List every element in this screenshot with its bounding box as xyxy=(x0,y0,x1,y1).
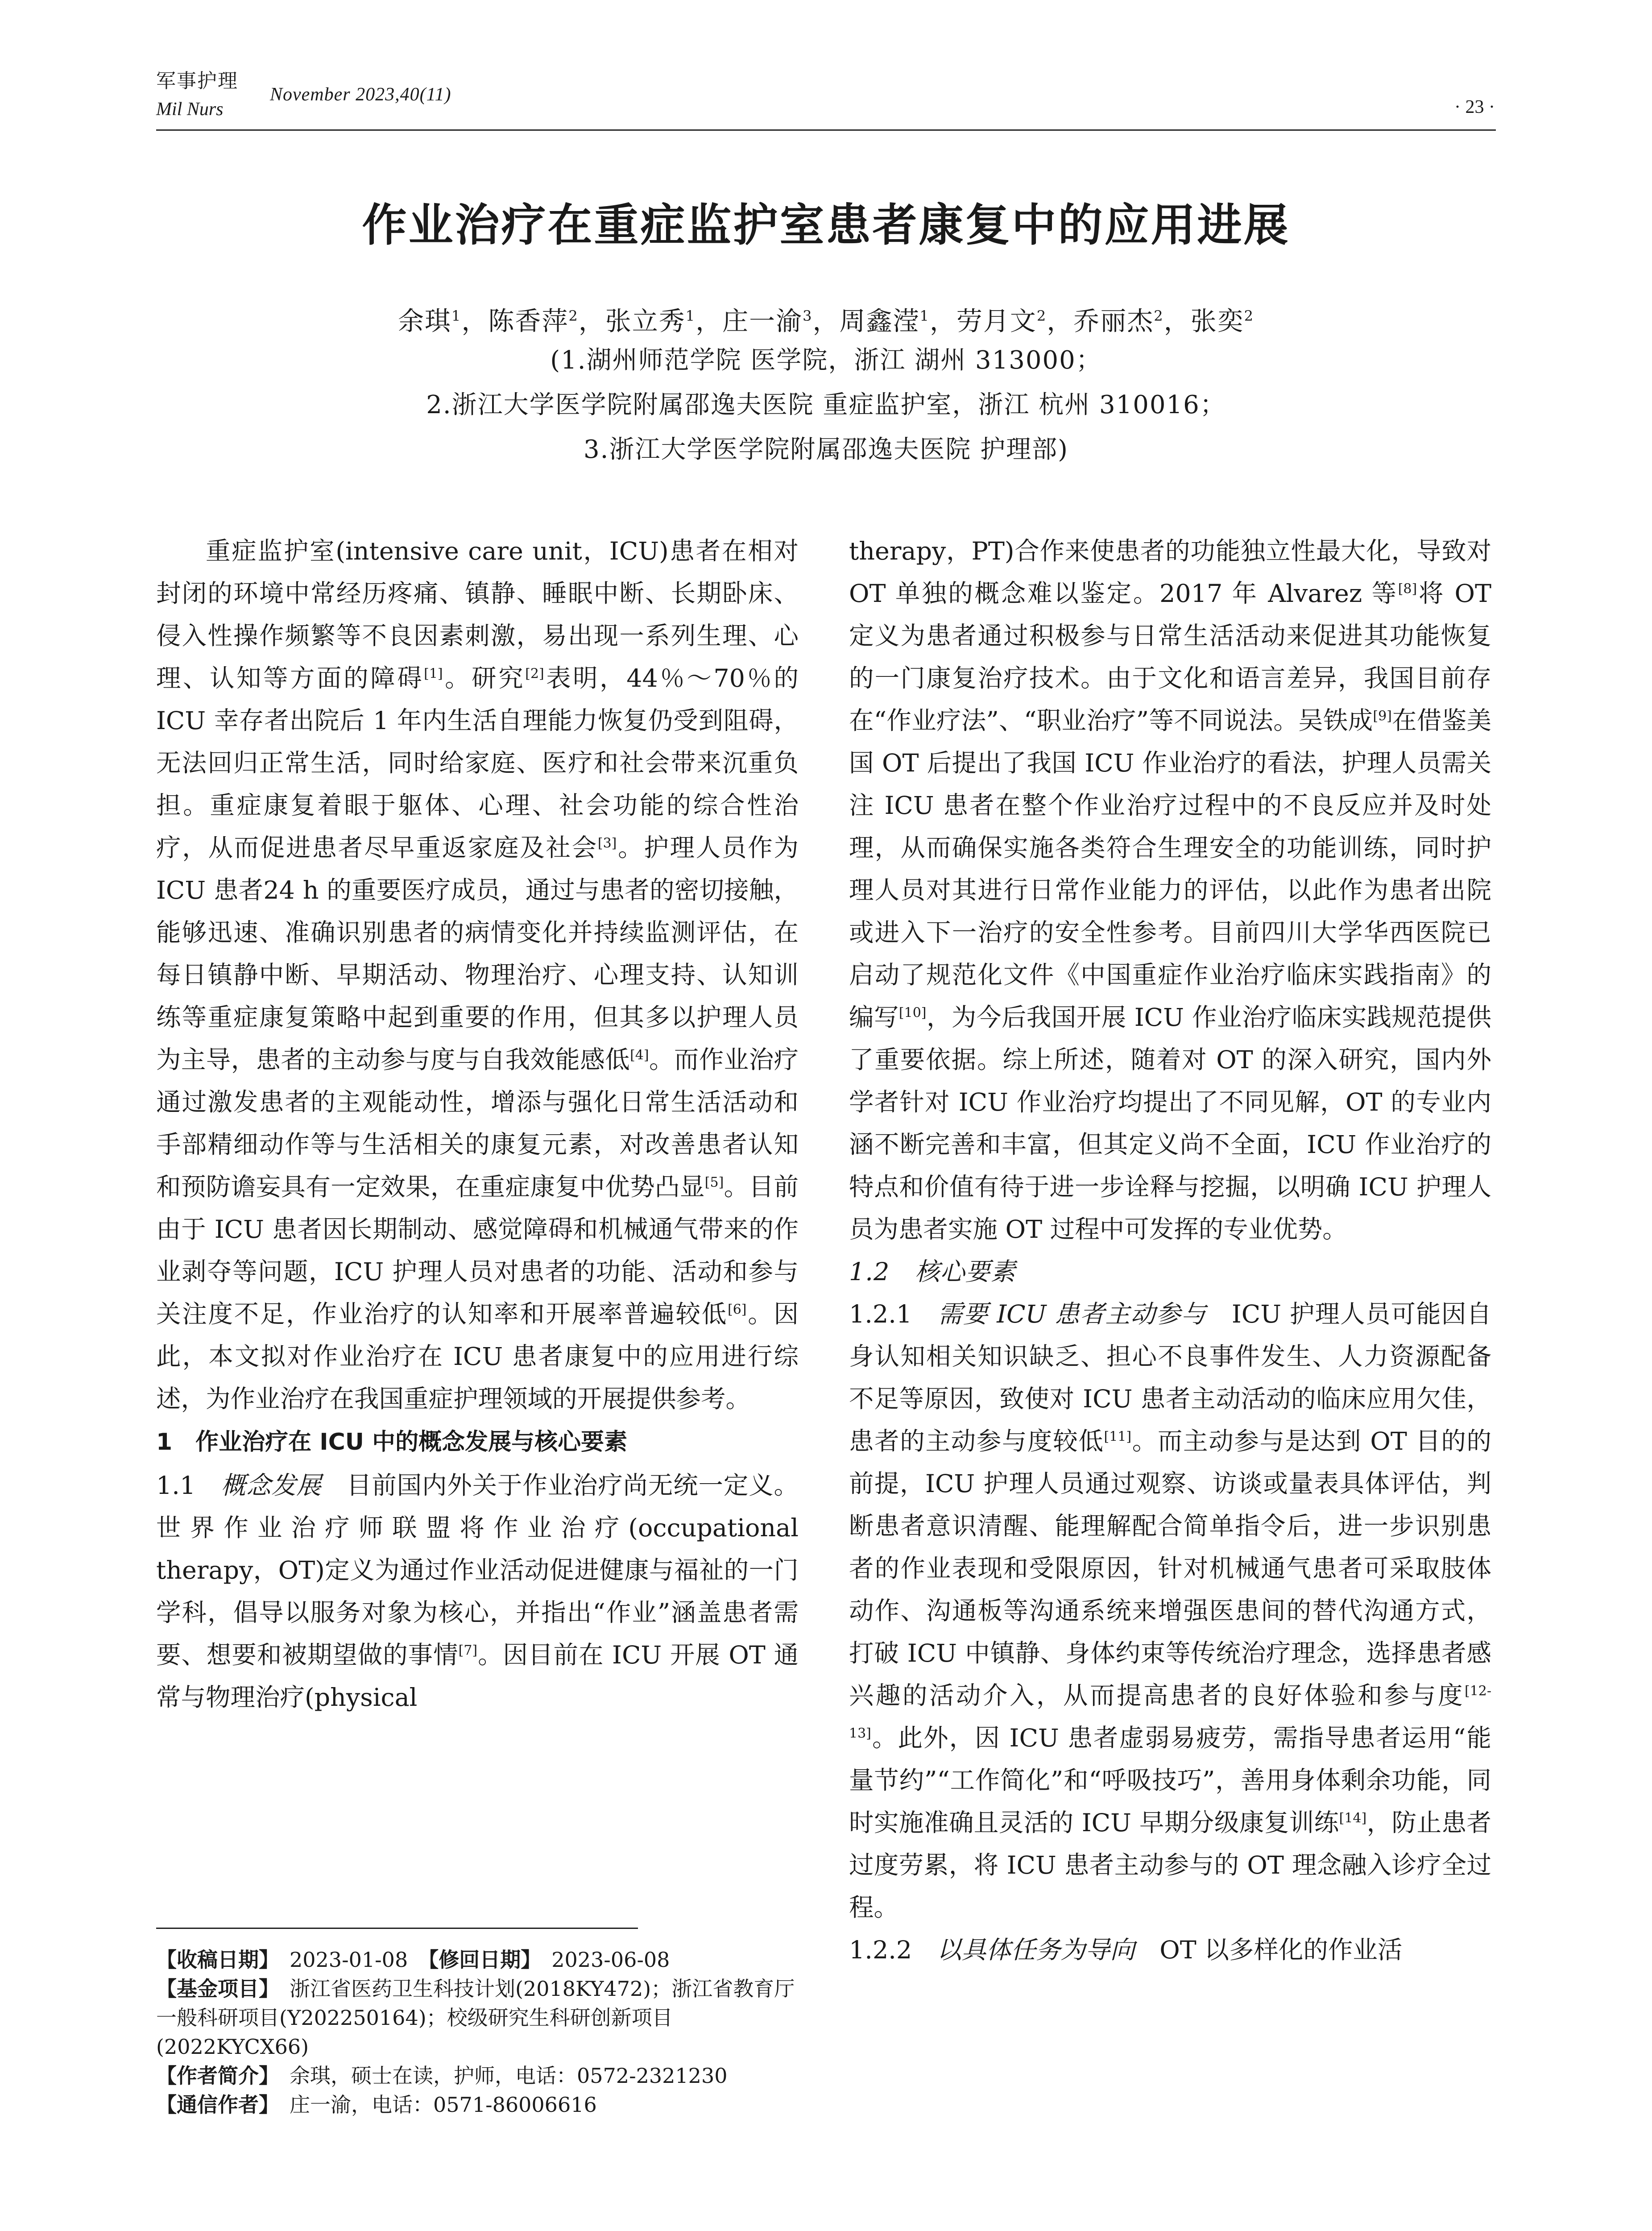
author-affil-mark: 2 xyxy=(1036,307,1047,324)
text-run: 。而作业治疗通过激发患者的主观能动性，增添与强化日常生活活动和手部精细动作等与生活相关的康复元素，对改善患者认知和预防谵妄具有一定效果，在重症康复中优势凸显 xyxy=(156,1045,799,1202)
text-run: 。此外，因 ICU 患者虚弱易疲劳，需指导患者运用“能量节约”“工作简化”和“呼吸技巧”，善用身体剩余功能，同时实施准确且灵活的 ICU 早期分级康复训练 xyxy=(849,1724,1491,1837)
author: ，陈香萍 xyxy=(461,306,569,336)
footnotes xyxy=(156,1945,799,2119)
text-run: 重症监护室(intensive care unit，ICU)患者在相对封闭的环境中常经历疼痛、镇静、睡眠中断、长期卧床、侵入性操作频繁等不良因素刺激，易出现一系列生理、心理、认知等方面的障碍 xyxy=(156,537,799,693)
citation: [11] xyxy=(1104,1429,1132,1445)
subsection-heading: 1.2 核心要素 xyxy=(849,1257,1016,1286)
right-column xyxy=(849,530,1491,1971)
footnote-rule xyxy=(156,1928,638,1929)
author-affil-mark: 2 xyxy=(568,307,579,324)
subsection-number: 1.2.1 xyxy=(849,1300,938,1329)
text-run: OT 以多样化的作业活 xyxy=(1134,1936,1403,1965)
text-run: 表明，44％～70％的 ICU 幸存者出院后 1 年内生活自理能力恢复仍受到阻碍，无法回归正常生活，同时给家庭、医疗和社会带来沉重负担。重症康复着眼于躯体、心理、社会功能的综合性治疗，从而促进患者尽早重返家庭及社会 xyxy=(156,664,799,863)
author-affil-mark: 2 xyxy=(1154,307,1164,324)
affiliation-line: 2.浙江大学医学院附属邵逸夫医院 重症监护室，浙江 杭州 310016； xyxy=(426,390,1226,419)
subsection-title: 以具体任务为导向 xyxy=(936,1936,1135,1965)
subsection-number: 1.1 xyxy=(156,1471,221,1500)
paragraph xyxy=(849,530,1491,1251)
footnote-value: 庄一渝，电话：0571-86006616 xyxy=(269,2093,597,2117)
text-run: therapy，PT)合作来使患者的功能独立性最大化，导致对 OT 单独的概念难以鉴定。2017 年 Alvarez 等 xyxy=(849,537,1491,608)
author: ，乔丽杰 xyxy=(1047,306,1154,336)
author-affil-mark: 1 xyxy=(451,307,462,324)
author: ，庄一渝 xyxy=(696,306,803,336)
journal-title-en: Mil Nurs xyxy=(156,99,224,120)
text-run: 目前国内外关于作业治疗尚无统一定义。世界作业治疗师联盟将作业治疗(occupational therapy，OT)定义为通过作业活动促进健康与福祉的一门学科，倡导以服务对象为核心，并指出“作业”涵盖患者需要、想要和被期望做的事情 xyxy=(156,1471,799,1670)
citation: [1] xyxy=(424,666,443,682)
author-affil-mark: 3 xyxy=(803,307,813,324)
intro-paragraph xyxy=(156,530,799,1420)
text-run: 将 OT 定义为患者通过积极参与日常生活活动来促进其功能恢复的一门康复治疗技术。由于文化和语言差异，我国目前存在“作业疗法”、“职业治疗”等不同说法。吴铁成 xyxy=(849,579,1491,735)
author-affil-mark: 1 xyxy=(685,307,696,324)
footnote-key: 【作者简介】 xyxy=(156,2064,269,2088)
citation: [8] xyxy=(1398,581,1417,597)
text-run: ，防止患者过度劳累，将 ICU 患者主动参与的 OT 理念融入诊疗全过程。 xyxy=(849,1808,1491,1922)
subsubsection-paragraph xyxy=(849,1293,1491,1929)
text-run: 。而主动参与是达到 OT 目的的前提，ICU 护理人员通过观察、访谈或量表具体评估，判断患者意识清醒、能理解配合简单指令后，进一步识别患者的作业表现和受限原因，针对机械通气患者可采取肢体动作、沟通板等沟通系统来增强医患间的替代沟通方式，打破 ICU 中镇静、身体约束等传统治疗理念，选择患者感兴趣的活动介入，从而提高患者的良好体验和参与度 xyxy=(849,1427,1491,1710)
affiliation-line: 3.浙江大学医学院附属邵逸夫医院 护理部) xyxy=(583,435,1069,464)
citation: [10] xyxy=(898,1005,927,1021)
footnote-author xyxy=(156,2061,799,2090)
journal-title-cn: 军事护理 xyxy=(156,70,238,92)
citation: [9] xyxy=(1373,708,1392,724)
author: ，周鑫滢 xyxy=(812,306,920,336)
author-list xyxy=(156,294,1496,342)
footnote-key: 【收稿日期】 xyxy=(156,1948,269,1972)
affiliation-line: (1.湖州师范学院 医学院，浙江 湖州 313000； xyxy=(550,346,1102,375)
subsection-paragraph xyxy=(156,1464,799,1719)
text-run: ，为今后我国开展 ICU 作业治疗临床实践规范提供了重要依据。综上所述，随着对 OT 的深入研究，国内外学者针对 ICU 作业治疗均提出了不同见解，OT 的专业内涵不断完善和丰富，但其定义尚不全面，ICU 作业治疗的特点和价值有待于进一步诠释与挖掘，以明确 ICU 护理人员为患者实施 OT 过程中可发挥的专业优势。 xyxy=(849,1003,1491,1244)
citation: [3] xyxy=(597,835,617,851)
footnote-corresponding xyxy=(156,2090,799,2119)
left-column xyxy=(156,530,799,1719)
article-title: 作业治疗在重症监护室患者康复中的应用进展 xyxy=(362,199,1290,251)
subsection-title: 需要 ICU 患者主动参与 xyxy=(938,1300,1207,1329)
header-rule xyxy=(156,129,1496,131)
text-run: 。因此，本文拟对作业治疗在 ICU 患者康复中的应用进行综述，为作业治疗在我国重症护理领域的开展提供参考。 xyxy=(156,1300,799,1414)
section-heading: 1 作业治疗在 ICU 中的概念发展与核心要素 xyxy=(156,1429,628,1456)
footnote-value: 浙江省医药卫生科技计划(2018KY472)；浙江省教育厅一般科研项目(Y202250164)；校级研究生科研创新项目(2022KYCX66) xyxy=(156,1977,795,2059)
citation: [6] xyxy=(728,1302,747,1318)
text-run: 。因目前在 ICU 开展 OT 通常与物理治疗(physical xyxy=(156,1641,799,1712)
citation: [7] xyxy=(458,1642,478,1659)
citation: [4] xyxy=(630,1047,649,1063)
footnote-value: 2023-01-08 xyxy=(269,1948,429,1972)
text-run: 。研究 xyxy=(443,664,526,693)
text-run: 在借鉴美国 OT 后提出了我国 ICU 作业治疗的看法，护理人员需关注 ICU 患者在整个作业治疗过程中的不良反应并及时处理，从而确保实施各类符合生理安全的功能训练，同时护理人员对其进行日常作业能力的评估，以此作为患者出院或进入下一治疗的安全性参考。目前四川大学华西医院已启动了规范化文件《中国重症作业治疗临床实践指南》的编写 xyxy=(849,706,1491,1032)
citation: [2] xyxy=(525,666,544,682)
page-number: · 23 · xyxy=(1454,97,1495,117)
footnote-key: 【修回日期】 xyxy=(428,1948,531,1972)
author-affil-mark: 2 xyxy=(1244,307,1254,324)
subsubsection-paragraph xyxy=(849,1929,1491,1971)
text-run: 。目前由于 ICU 患者因长期制动、感觉障碍和机械通气带来的作业剥夺等问题，ICU 护理人员对患者的功能、活动和参与关注度不足，作业治疗的认知率和开展率普遍较低 xyxy=(156,1173,799,1329)
author-affil-mark: 1 xyxy=(919,307,930,324)
citation: [12-13] xyxy=(849,1683,1491,1742)
subsection-number: 1.2.2 xyxy=(849,1936,937,1965)
footnote-value: 2023-06-08 xyxy=(531,1948,670,1972)
footnote-key: 【通信作者】 xyxy=(156,2093,269,2117)
text-run: ICU 护理人员可能因自身认知相关知识缺乏、担心不良事件发生、人力资源配备不足等原因，致使对 ICU 患者主动活动的临床应用欠佳，患者的主动参与度较低 xyxy=(849,1300,1491,1456)
author: 余琪 xyxy=(398,306,452,336)
text-run: 。护理人员作为 ICU 患者24 h 的重要医疗成员，通过与患者的密切接触，能够迅速、准确识别患者的病情变化并持续监测评估，在每日镇静中断、早期活动、物理治疗、心理支持、认知训练等重症康复策略中起到重要的作用，但其多以护理人员为主导，患者的主动参与度与自我效能感低 xyxy=(156,834,799,1074)
author: ，张立秀 xyxy=(578,306,686,336)
footnote-key: 【基金项目】 xyxy=(156,1977,269,2001)
subsection-title: 概念发展 xyxy=(221,1471,322,1500)
footnote-dates xyxy=(156,1945,799,1974)
journal-name xyxy=(156,67,238,123)
footnote-value: 余琪，硕士在读，护师，电话：0572-2321230 xyxy=(269,2064,728,2088)
author: ，张奕 xyxy=(1163,306,1244,336)
citation: [14] xyxy=(1339,1810,1367,1826)
footnote-fund xyxy=(156,1974,799,2061)
issue-info: November 2023,40(11) xyxy=(270,84,451,105)
author: ，劳月文 xyxy=(929,306,1037,336)
citation: [5] xyxy=(704,1174,724,1190)
